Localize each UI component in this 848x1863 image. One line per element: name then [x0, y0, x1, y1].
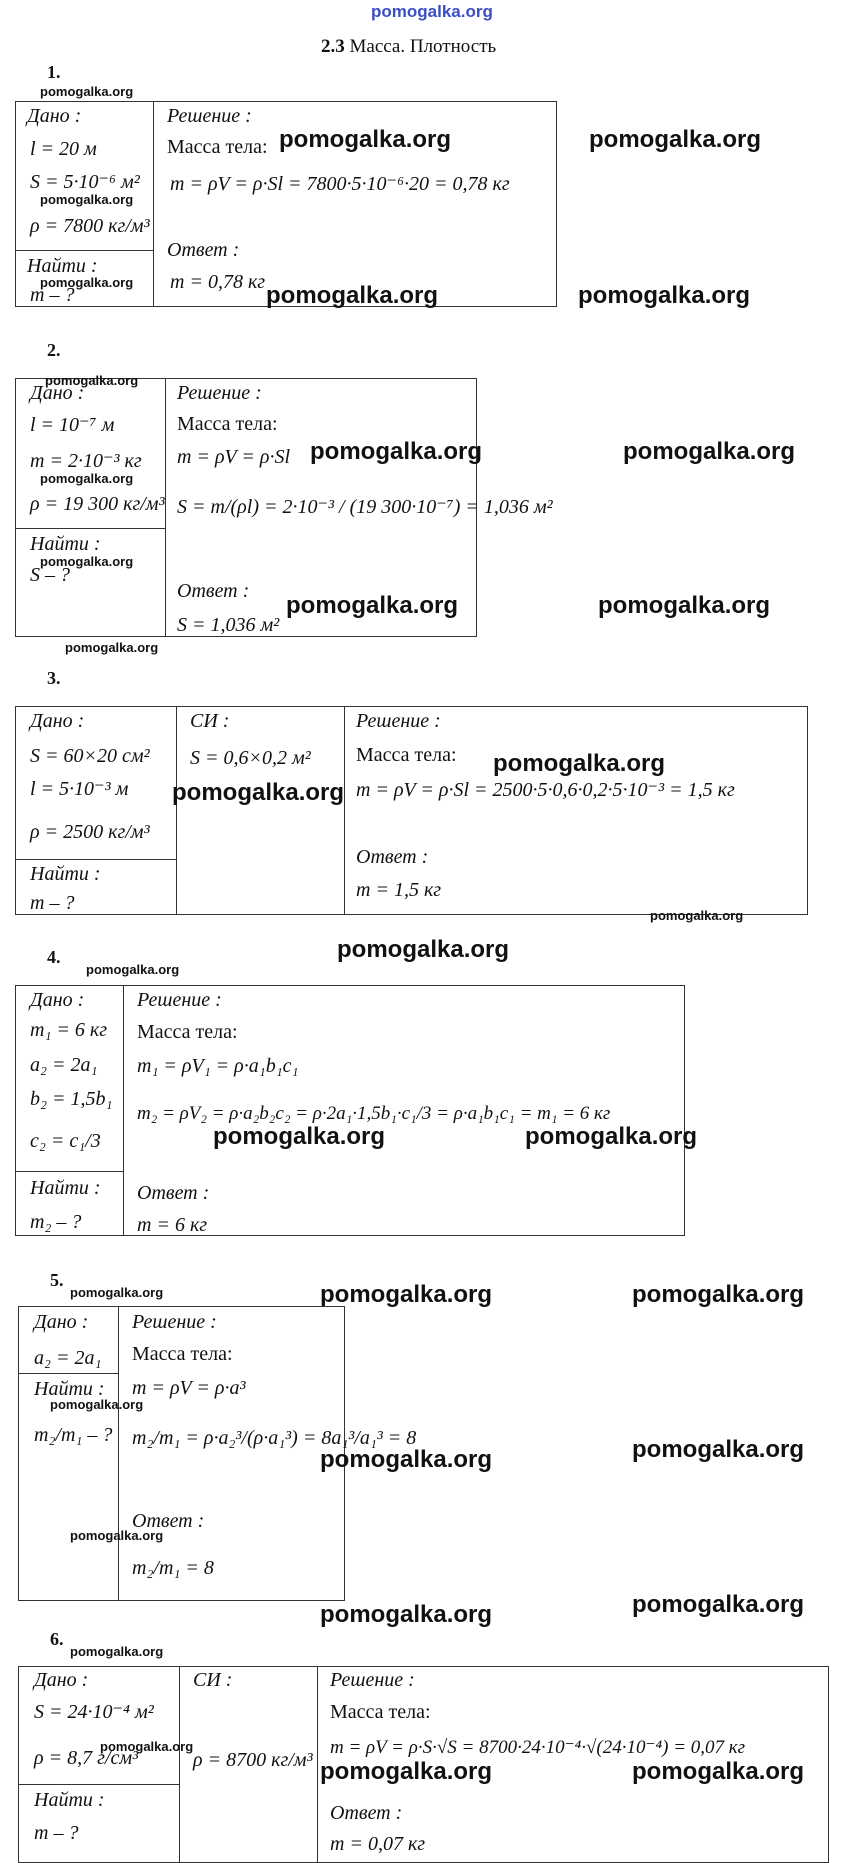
find-label: Найти : — [34, 1378, 105, 1400]
given-value: b₂ = 1,5b₁ — [30, 1088, 113, 1110]
solution-heading: Масса тела: — [330, 1701, 431, 1723]
watermark: pomogalka.org — [70, 1528, 164, 1543]
si-value: ρ = 8700 кг/м³ — [193, 1749, 313, 1771]
divider — [176, 706, 177, 915]
watermark: pomogalka.org — [589, 126, 762, 153]
si-label: СИ : — [190, 710, 230, 732]
solution-line: S = m/(ρl) = 2·10⁻³ / (19 300·10⁻⁷) = 1,036 м² — [177, 496, 553, 518]
divider — [15, 528, 165, 529]
solution-heading: Масса тела: — [356, 744, 457, 766]
given-label: Дано : — [27, 105, 82, 127]
find-label: Найти : — [34, 1789, 105, 1811]
find-label: Найти : — [30, 1177, 101, 1199]
solution-line: m = ρV = ρ·Sl — [177, 446, 291, 468]
solution-label: Решение : — [356, 710, 441, 732]
watermark: pomogalka.org — [320, 1758, 493, 1785]
given-label: Дано : — [34, 1311, 89, 1333]
watermark: pomogalka.org — [50, 1397, 144, 1412]
find-label: Найти : — [30, 863, 101, 885]
given-value: m₁ = 6 кг — [30, 1019, 108, 1041]
si-label: СИ : — [193, 1669, 233, 1691]
divider — [18, 1784, 179, 1785]
watermark: pomogalka.org — [86, 962, 180, 977]
find-label: Найти : — [27, 255, 98, 277]
solution-label: Решение : — [177, 382, 262, 404]
answer-label: Ответ : — [356, 846, 429, 868]
given-value: c₂ = c₁/3 — [30, 1130, 101, 1152]
problem-3-number: 3. — [47, 668, 61, 688]
answer-value: S = 1,036 м² — [177, 614, 280, 636]
solution-line: m₂ = ρV₂ = ρ·a₂b₂c₂ = ρ·2a₁·1,5b₁·c₁/3 = ρ·a₁b₁c₁ = m₁ = 6 кг — [137, 1103, 611, 1124]
watermark: pomogalka.org — [266, 282, 439, 309]
given-value: ρ = 2500 кг/м³ — [30, 821, 150, 843]
watermark: pomogalka.org — [40, 471, 134, 486]
solution-heading: Масса тела: — [167, 136, 268, 158]
problem-2-number: 2. — [47, 340, 61, 360]
divider — [15, 859, 176, 860]
given-value: ρ = 7800 кг/м³ — [30, 215, 150, 237]
solution-heading: Масса тела: — [137, 1021, 238, 1043]
find-value: m₂ – ? — [30, 1211, 82, 1233]
answer-label: Ответ : — [167, 239, 240, 261]
solution-label: Решение : — [132, 1311, 217, 1333]
given-label: Дано : — [30, 382, 85, 404]
given-value: ρ = 8,7 г/см³ — [34, 1747, 139, 1769]
watermark: pomogalka.org — [650, 908, 744, 923]
watermark: pomogalka.org — [632, 1436, 805, 1463]
solution-heading: Масса тела: — [177, 413, 278, 435]
find-value: S – ? — [30, 564, 70, 586]
solution-line: m₂/m₁ = ρ·a₂³/(ρ·a₁³) = 8a₁³/a₁³ = 8 — [132, 1427, 417, 1449]
answer-label: Ответ : — [330, 1802, 403, 1824]
watermark: pomogalka.org — [310, 438, 483, 465]
solution-line: m = ρV = ρ·S·√S = 8700·24·10⁻⁴·√(24·10⁻⁴) = 0,07 кг — [330, 1737, 746, 1758]
watermark: pomogalka.org — [40, 554, 134, 569]
problem-1-number: 1. — [47, 62, 61, 82]
given-value: m = 2·10⁻³ кг — [30, 450, 142, 472]
watermark: pomogalka.org — [598, 592, 771, 619]
watermark: pomogalka.org — [632, 1281, 805, 1308]
divider — [18, 1373, 118, 1374]
watermark: pomogalka.org — [320, 1281, 493, 1308]
answer-value: m = 1,5 кг — [356, 879, 442, 901]
section-heading — [321, 36, 496, 58]
answer-value: m = 0,78 кг — [170, 271, 266, 293]
si-value: S = 0,6×0,2 м² — [190, 747, 311, 769]
given-value: a₂ = 2a₁ — [34, 1347, 102, 1369]
divider — [179, 1666, 180, 1863]
problem-6-number: 6. — [50, 1629, 64, 1649]
watermark: pomogalka.org — [45, 373, 139, 388]
divider — [344, 706, 345, 915]
section-title: Масса. Плотность — [349, 36, 497, 57]
watermark: pomogalka.org — [623, 438, 796, 465]
watermark: pomogalka.org — [320, 1601, 493, 1628]
watermark: pomogalka.org — [70, 1285, 164, 1300]
divider — [153, 101, 154, 307]
problem-4-number: 4. — [47, 947, 61, 967]
watermark: pomogalka.org — [40, 275, 134, 290]
solution-heading: Масса тела: — [132, 1343, 233, 1365]
find-value: m – ? — [34, 1822, 79, 1844]
watermark: pomogalka.org — [70, 1644, 164, 1659]
find-value: m₂/m₁ – ? — [34, 1424, 113, 1446]
find-label: Найти : — [30, 533, 101, 555]
watermark: pomogalka.org — [632, 1591, 805, 1618]
given-value: l = 10⁻⁷ м — [30, 414, 115, 436]
solution-label: Решение : — [137, 989, 222, 1011]
given-label: Дано : — [30, 710, 85, 732]
watermark: pomogalka.org — [213, 1123, 386, 1150]
divider — [118, 1306, 119, 1601]
watermark: pomogalka.org — [40, 84, 134, 99]
solution-label: Решение : — [167, 105, 252, 127]
watermark: pomogalka.org — [172, 779, 345, 806]
solution-line: m = ρV = ρ·Sl = 7800·5·10⁻⁶·20 = 0,78 кг — [170, 173, 510, 195]
given-value: S = 60×20 см² — [30, 745, 150, 767]
watermark: pomogalka.org — [525, 1123, 698, 1150]
divider — [15, 250, 153, 251]
solution-line: m = ρV = ρ·a³ — [132, 1377, 246, 1399]
divider — [317, 1666, 318, 1863]
watermark: pomogalka.org — [632, 1758, 805, 1785]
find-value: m – ? — [30, 284, 75, 306]
section-number: 2.3 — [321, 36, 345, 57]
watermark: pomogalka.org — [279, 126, 452, 153]
given-value: S = 5·10⁻⁶ м² — [30, 171, 140, 193]
given-value: a₂ = 2a₁ — [30, 1054, 98, 1076]
find-value: m – ? — [30, 892, 75, 914]
given-label: Дано : — [30, 989, 85, 1011]
answer-label: Ответ : — [137, 1182, 210, 1204]
given-value: l = 20 м — [30, 138, 97, 160]
given-value: l = 5·10⁻³ м — [30, 778, 129, 800]
watermark: pomogalka.org — [493, 750, 666, 777]
watermark: pomogalka.org — [320, 1446, 493, 1473]
answer-value: m = 0,07 кг — [330, 1833, 426, 1855]
watermark: pomogalka.org — [578, 282, 751, 309]
watermark: pomogalka.org — [337, 936, 510, 963]
header-site-watermark: pomogalka.org — [371, 2, 493, 21]
answer-label: Ответ : — [132, 1510, 205, 1532]
watermark: pomogalka.org — [40, 192, 134, 207]
watermark: pomogalka.org — [286, 592, 459, 619]
solution-label: Решение : — [330, 1669, 415, 1691]
answer-value: m = 6 кг — [137, 1214, 208, 1236]
watermark: pomogalka.org — [65, 640, 159, 655]
watermark: pomogalka.org — [100, 1739, 194, 1754]
divider — [15, 1171, 123, 1172]
answer-label: Ответ : — [177, 580, 250, 602]
given-value: S = 24·10⁻⁴ м² — [34, 1701, 154, 1723]
problem-5-number: 5. — [50, 1270, 64, 1290]
given-value: ρ = 19 300 кг/м³ — [30, 493, 165, 515]
answer-value: m₂/m₁ = 8 — [132, 1557, 214, 1579]
divider — [165, 378, 166, 637]
solution-line: m = ρV = ρ·Sl = 2500·5·0,6·0,2·5·10⁻³ = 1,5 кг — [356, 779, 735, 801]
divider — [123, 985, 124, 1236]
solution-line: m₁ = ρV₁ = ρ·a₁b₁c₁ — [137, 1055, 299, 1077]
given-label: Дано : — [34, 1669, 89, 1691]
